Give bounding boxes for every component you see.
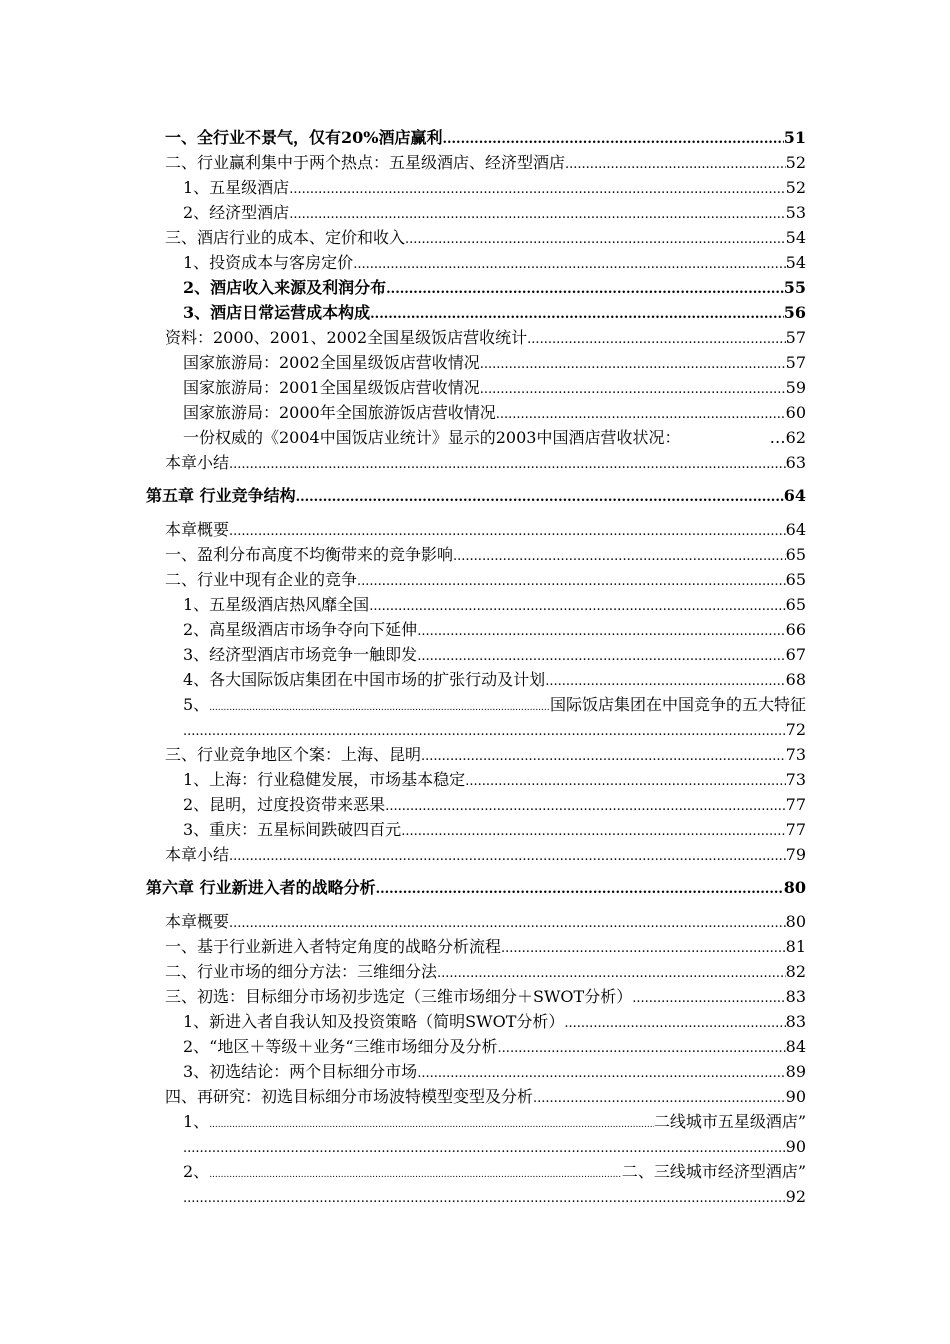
toc-entry-page: 72	[785, 720, 806, 739]
toc-entry-title: 国家旅游局：2002全国星级饭店营收情况	[183, 353, 480, 372]
toc-entry-title: 三、行业竞争地区个案：上海、昆明	[165, 745, 422, 764]
toc-leader-dots	[183, 1135, 786, 1161]
toc-leader-dots	[209, 1160, 622, 1187]
toc-entry[interactable]	[165, 451, 806, 475]
toc-entry-page: 68	[785, 670, 806, 689]
toc-leader-dots	[442, 126, 783, 152]
toc-entry[interactable]	[183, 793, 806, 817]
toc-leader-dots	[417, 1060, 785, 1086]
toc-leader-dots	[632, 985, 785, 1011]
toc-leader-dots	[296, 484, 784, 510]
toc-entry-page: …62	[769, 428, 806, 447]
toc-entry[interactable]	[183, 426, 806, 450]
toc-entry-title: 二、行业市场的细分方法：三维细分法	[165, 962, 438, 981]
toc-entry-title: 本章概要	[165, 912, 230, 931]
toc-entry-title: 本章概要	[165, 520, 230, 539]
toc-entry-title: 2、	[183, 1162, 210, 1181]
toc-leader-dots	[289, 201, 785, 227]
toc-entry-page: 79	[785, 845, 806, 864]
toc-leader-dots	[437, 960, 786, 986]
toc-entry-title: 三、酒店行业的成本、定价和收入	[165, 228, 406, 247]
toc-entry-title: 三、初选：目标细分市场初步选定（三维市场细分＋SWOT分析）	[165, 987, 633, 1006]
toc-entry-title: 2、高星级酒店市场争夺向下延伸	[183, 620, 418, 639]
toc-entry-page: 57	[785, 328, 806, 347]
toc-leader-dots	[183, 1185, 786, 1211]
toc-leader-dots	[564, 1010, 785, 1036]
toc-leader-dots	[480, 351, 786, 377]
toc-entry[interactable]	[165, 126, 806, 150]
toc-leader-dots	[453, 543, 786, 569]
toc-leader-dots	[421, 743, 786, 769]
toc-entry-title: 3、酒店日常运营成本构成	[183, 303, 371, 322]
toc-entry-page: 77	[785, 820, 806, 839]
toc-entry-page: 80	[783, 878, 806, 897]
toc-entry[interactable]	[165, 743, 806, 767]
toc-entry-title: 四、再研究：初选目标细分市场波特模型变型及分析	[165, 1087, 534, 1106]
toc-entry-page: 55	[783, 278, 806, 297]
toc-entry-page: 63	[785, 453, 806, 472]
toc-entry[interactable]	[183, 401, 806, 425]
toc-entry-tail: 二线城市五星级酒店”	[653, 1112, 806, 1131]
toc-entry-continuation[interactable]	[183, 1135, 806, 1159]
toc-entry-page: 53	[785, 203, 806, 222]
toc-entry[interactable]	[165, 568, 806, 592]
toc-entry-title: 本章小结	[165, 453, 230, 472]
toc-entry-title: 2、经济型酒店	[183, 203, 290, 222]
toc-entry-page: 65	[785, 595, 806, 614]
toc-entry-title: 5、	[183, 695, 210, 714]
toc-entry-title: 国家旅游局：2000年全国旅游饭店营收情况	[183, 403, 496, 422]
toc-leader-dots	[229, 518, 786, 544]
toc-entry[interactable]	[183, 768, 806, 792]
toc-entry[interactable]	[165, 151, 806, 175]
toc-entry[interactable]	[183, 1035, 806, 1059]
toc-entry-title: 本章小结	[165, 845, 230, 864]
toc-leader-dots	[417, 643, 785, 669]
toc-entry-page: 77	[785, 795, 806, 814]
toc-leader-dots	[209, 1110, 654, 1137]
toc-entry[interactable]	[165, 226, 806, 250]
toc-entry-title: 3、重庆：五星标间跌破四百元	[183, 820, 402, 839]
toc-leader-dots	[289, 176, 785, 202]
toc-entry[interactable]	[183, 593, 806, 617]
toc-leader-dots	[376, 876, 784, 902]
toc-entry-tail: 二、三线城市经济型酒店”	[621, 1162, 806, 1181]
toc-entry-page: 64	[785, 520, 806, 539]
toc-entry-page: 54	[785, 228, 806, 247]
toc-entry[interactable]	[183, 176, 806, 200]
toc-entry-title: 一、盈利分布高度不均衡带来的竞争影响	[165, 545, 454, 564]
toc-leader-dots	[353, 251, 785, 277]
toc-leader-dots	[480, 376, 786, 402]
toc-entry[interactable]	[183, 1010, 806, 1034]
toc-entry-page: 65	[785, 570, 806, 589]
toc-entry-title: 1、	[183, 1112, 210, 1131]
toc-leader-dots	[498, 1035, 786, 1061]
toc-entry[interactable]	[183, 1160, 806, 1184]
toc-entry-title: 一、全行业不景气，仅有20%酒店赢利	[165, 128, 443, 147]
toc-entry-title: 3、经济型酒店市场竞争一触即发	[183, 645, 418, 664]
toc-leader-dots	[229, 451, 786, 477]
toc-entry-page: 84	[785, 1037, 806, 1056]
toc-leader-dots	[370, 301, 784, 327]
toc-entry[interactable]	[183, 351, 806, 375]
toc-entry[interactable]	[183, 818, 806, 842]
toc-entry-page: 80	[785, 912, 806, 931]
toc-entry[interactable]	[165, 326, 806, 350]
toc-leader-dots	[496, 401, 786, 427]
toc-entry-page: 90	[785, 1137, 806, 1156]
toc-entry-page: 92	[785, 1187, 806, 1206]
toc-entry-page: 73	[785, 745, 806, 764]
toc-entry[interactable]	[183, 276, 806, 300]
toc-entry-title: 3、初选结论：两个目标细分市场	[183, 1062, 418, 1081]
toc-entry-title: 二、行业中现有企业的竞争	[165, 570, 358, 589]
toc-entry[interactable]	[165, 910, 806, 934]
toc-chapter-entry[interactable]	[146, 484, 806, 508]
toc-entry-page: 90	[785, 1087, 806, 1106]
toc-leader-dots	[357, 568, 786, 594]
toc-entry-title: 2、酒店收入来源及利润分布	[183, 278, 387, 297]
toc-entry-title: 第五章 行业竞争结构	[146, 486, 296, 505]
toc-leader-dots	[405, 226, 786, 252]
toc-leader-dots	[229, 910, 786, 936]
toc-entry-page: 83	[785, 1012, 806, 1031]
toc-entry-page: 65	[785, 545, 806, 564]
toc-entry[interactable]	[183, 693, 806, 717]
toc-leader-dots	[229, 843, 786, 869]
toc-entry-continuation[interactable]	[183, 718, 806, 742]
toc-chapter-entry[interactable]	[146, 876, 806, 900]
toc-entry-title: 1、五星级酒店热风靡全国	[183, 595, 370, 614]
toc-entry-continuation[interactable]	[183, 1185, 806, 1209]
toc-leader-dots	[209, 693, 550, 720]
toc-entry-title: 1、上海：行业稳健发展，市场基本稳定	[183, 770, 466, 789]
toc-entry[interactable]	[183, 643, 806, 667]
toc-entry-title: 一、基于行业新进入者特定角度的战略分析流程	[165, 937, 502, 956]
toc-entry[interactable]	[183, 201, 806, 225]
toc-entry-page: 82	[785, 962, 806, 981]
toc-entry-page: 73	[785, 770, 806, 789]
toc-entry-page: 89	[785, 1062, 806, 1081]
toc-entry-title: 二、行业赢利集中于两个热点：五星级酒店、经济型酒店	[165, 153, 566, 172]
toc-leader-dots	[385, 793, 785, 819]
toc-entry-title: 2、“地区＋等级＋业务“三维市场细分及分析	[183, 1037, 498, 1056]
toc-entry-page: 52	[785, 178, 806, 197]
toc-entry[interactable]	[183, 251, 806, 275]
toc-entry-page: 66	[785, 620, 806, 639]
toc-entry[interactable]	[165, 518, 806, 542]
toc-entry-title: 2、昆明，过度投资带来恶果	[183, 795, 386, 814]
toc-entry-page: 57	[785, 353, 806, 372]
toc-entry-page: 59	[785, 378, 806, 397]
toc-leader-dots	[183, 718, 786, 744]
toc-entry[interactable]	[183, 618, 806, 642]
toc-entry[interactable]	[183, 668, 806, 692]
toc-entry-page: 52	[785, 153, 806, 172]
toc-entry-title: 一份权威的《2004中国饭店业统计》显示的2003中国酒店营收状况：	[183, 428, 681, 447]
toc-leader-dots	[545, 668, 785, 694]
toc-leader-dots	[369, 593, 785, 619]
toc-leader-dots	[417, 618, 785, 644]
toc-entry-tail: 国际饭店集团在中国竞争的五大特征	[549, 695, 806, 714]
toc-entry-title: 第六章 行业新进入者的战略分析	[146, 878, 376, 897]
toc-leader-dots	[565, 151, 786, 177]
toc-entry[interactable]	[165, 543, 806, 567]
toc-entry[interactable]	[165, 1085, 806, 1109]
toc-entry-title: 资料：2000、2001、2002全国星级饭店营收统计	[165, 328, 528, 347]
toc-leader-dots	[401, 818, 785, 844]
toc-entry-page: 51	[783, 128, 806, 147]
toc-entry-page: 56	[783, 303, 806, 322]
toc-entry-page: 54	[785, 253, 806, 272]
toc-entry-page: 81	[785, 937, 806, 956]
toc-entry[interactable]	[183, 1110, 806, 1134]
toc-entry-title: 国家旅游局：2001全国星级饭店营收情况	[183, 378, 480, 397]
toc-entry[interactable]	[165, 935, 806, 959]
toc-leader-dots	[386, 276, 784, 302]
toc-entry-page: 83	[785, 987, 806, 1006]
toc-entry[interactable]	[183, 1060, 806, 1084]
toc-entry[interactable]	[165, 985, 806, 1009]
toc-entry-page: 67	[785, 645, 806, 664]
toc-entry-title: 1、五星级酒店	[183, 178, 290, 197]
toc-entry[interactable]	[183, 301, 806, 325]
toc-entry[interactable]	[183, 376, 806, 400]
toc-leader-dots	[501, 935, 786, 961]
toc-entry-page: 64	[783, 486, 806, 505]
toc-entry-page: 60	[785, 403, 806, 422]
toc-entry-title: 1、投资成本与客房定价	[183, 253, 354, 272]
toc-entry[interactable]	[165, 843, 806, 867]
toc-leader-dots	[465, 768, 785, 794]
toc-leader-dots	[533, 1085, 786, 1111]
toc-entry-title: 4、各大国际饭店集团在中国市场的扩张行动及计划	[183, 670, 546, 689]
toc-entry[interactable]	[165, 960, 806, 984]
toc-leader-dots	[527, 326, 785, 352]
toc-entry-title: 1、新进入者自我认知及投资策略（简明SWOT分析）	[183, 1012, 565, 1031]
